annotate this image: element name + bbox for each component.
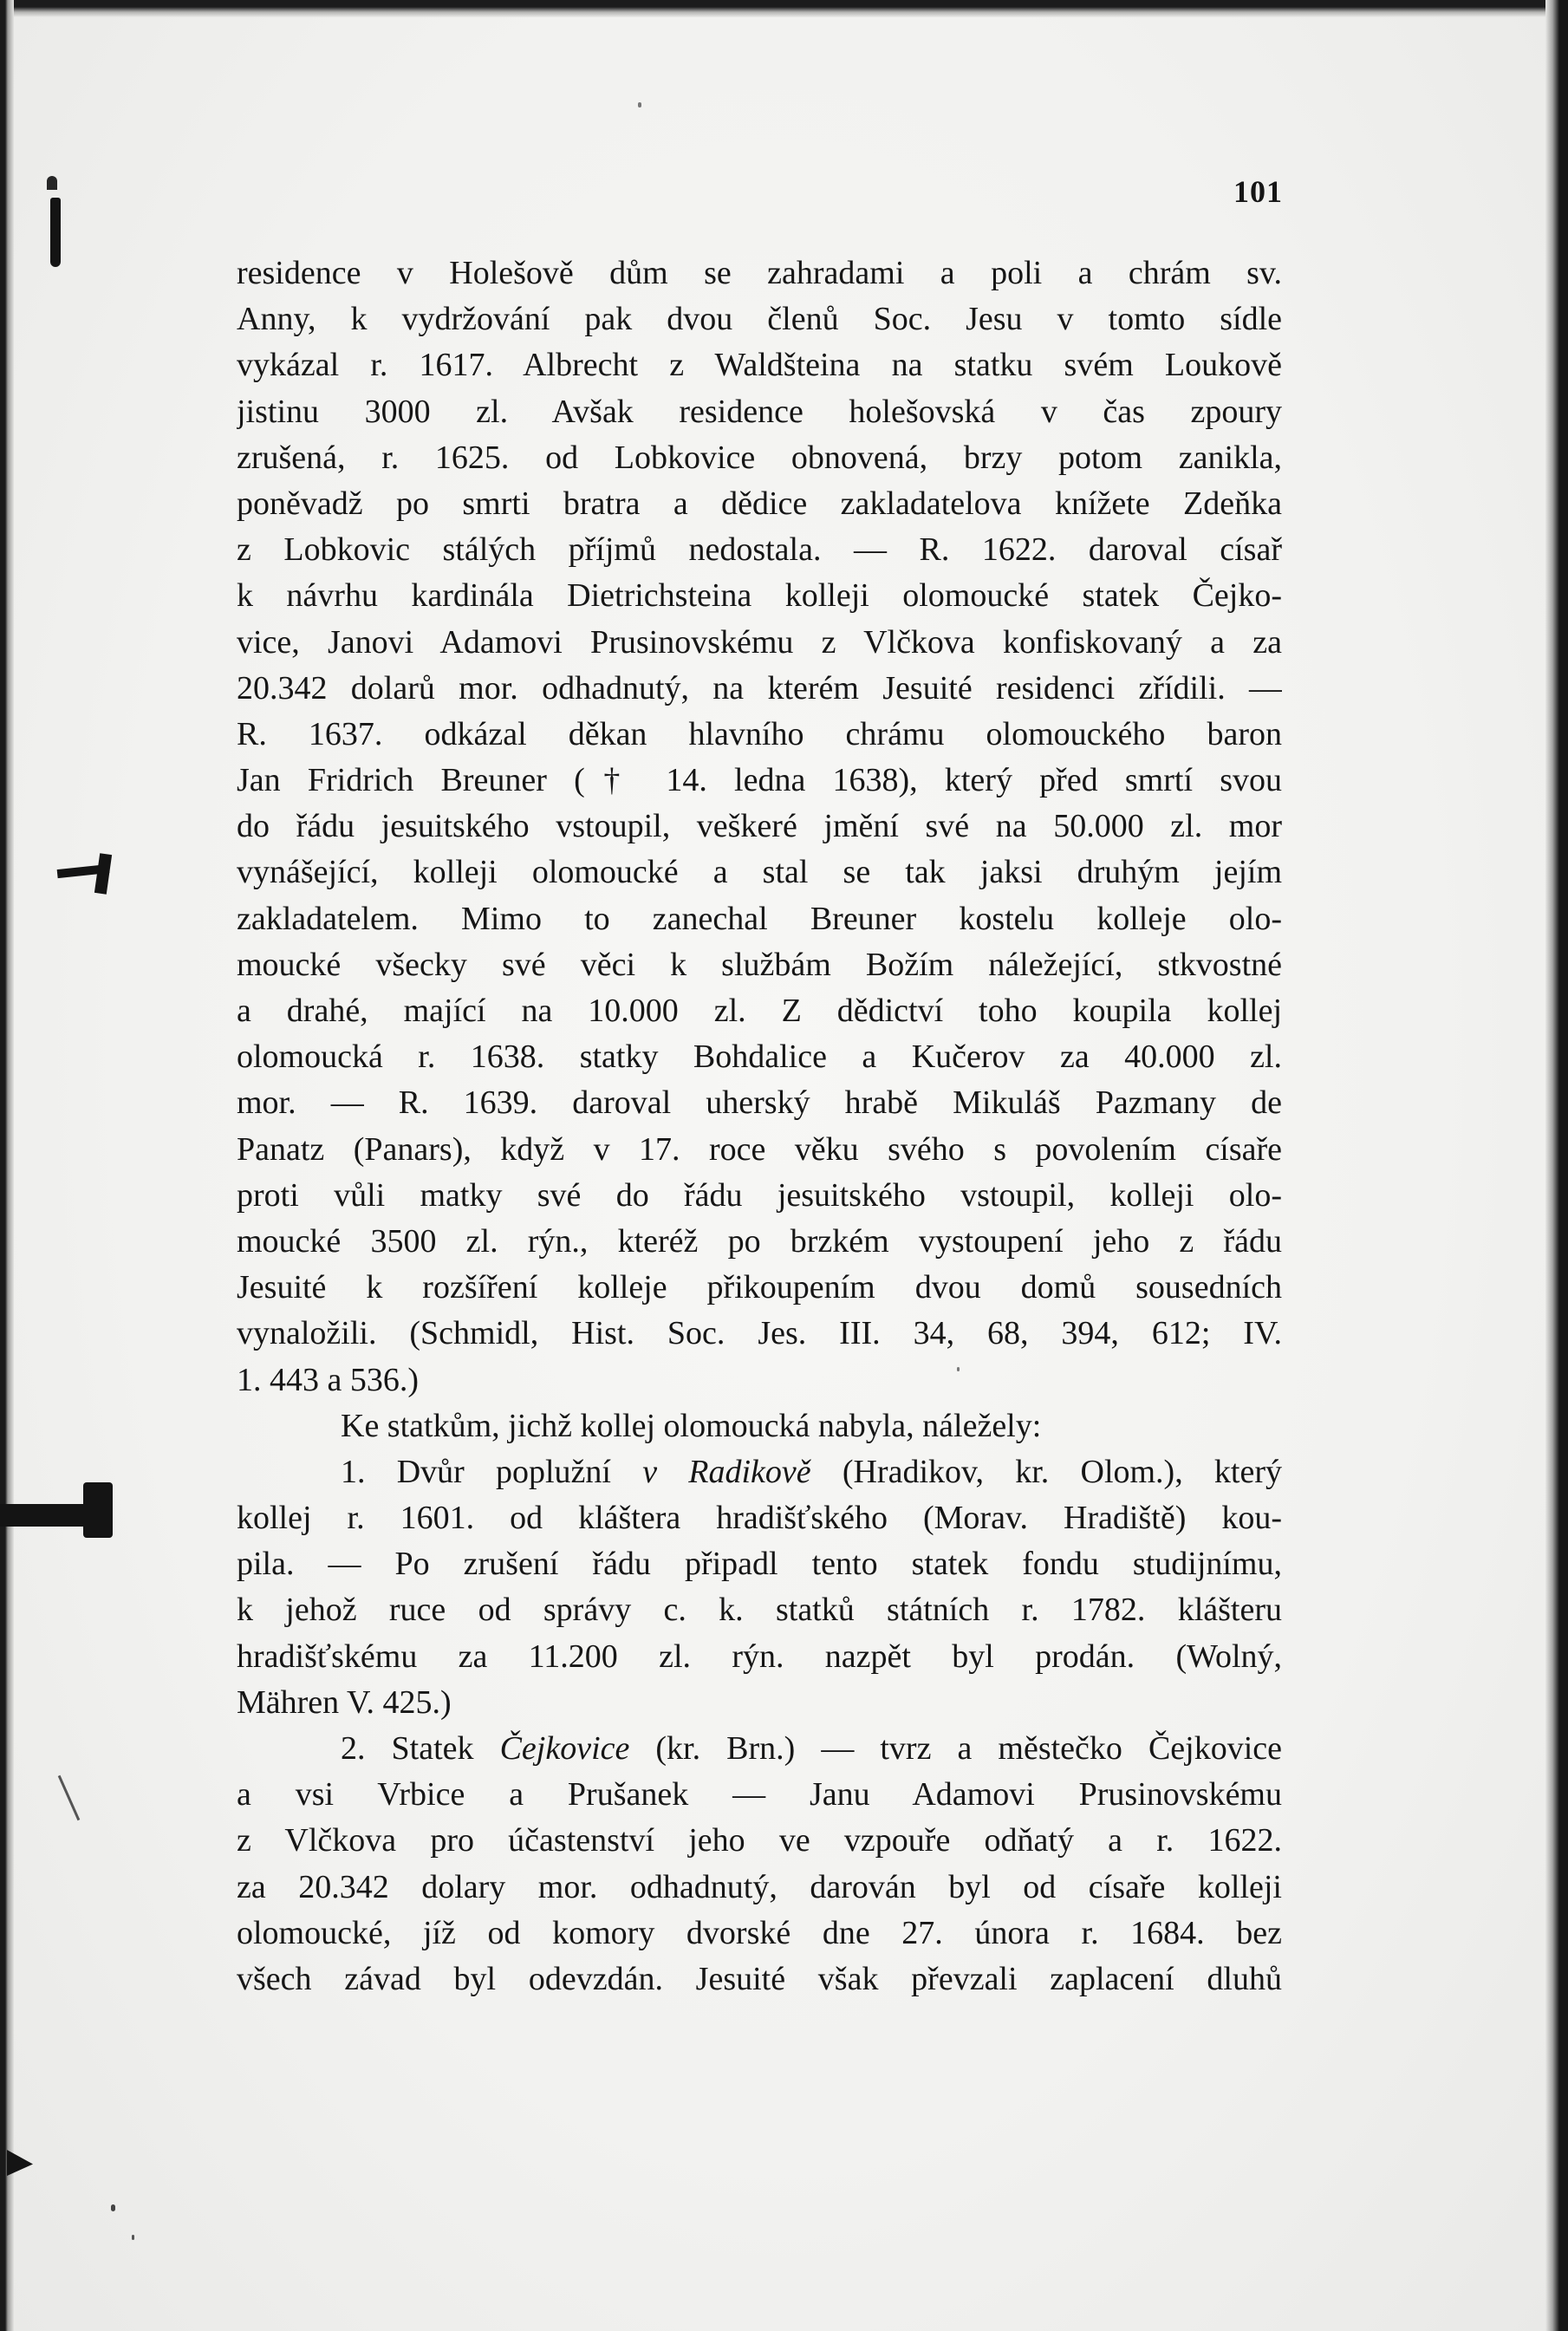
text-line: a vsi Vrbice a Prušanek — Janu Adamovi Prusinovskému [237, 1776, 1282, 1813]
text-line: a drahé, mající na 10.000 zl. Z dědictví toho koupila kollej [237, 993, 1282, 1029]
body-text [237, 251, 1282, 2002]
text-line: za 20.342 dolary mor. odhadnutý, darován byl od císaře kolleji [237, 1868, 1282, 1905]
text-line: vykázal r. 1617. Albrecht z Waldšteina na statku svém Loukově [237, 347, 1282, 384]
margin-ink-speck [111, 2204, 115, 2211]
text-line: k návrhu kardinála Dietrichsteina kolleji olomoucké statek Čejko- [237, 577, 1282, 615]
text-line: Jesuité k rozšíření kolleje přikoupením dvou domů sousedních [237, 1269, 1282, 1306]
text-line: olomoucká r. 1638. statky Bohdalice a Kučerov za 40.000 zl. [237, 1039, 1282, 1076]
text-line: hradišťskému za 11.200 zl. rýn. nazpět byl prodán. (Wolný, [237, 1638, 1282, 1675]
italic-term: Čejkovice [499, 1730, 630, 1767]
text-line: moucké 3500 zl. rýn., kteréž po brzkém vystoupení jeho z řádu [237, 1222, 1282, 1260]
text-line: Panatz (Panars), když v 17. roce věku svého s povolením císaře [237, 1130, 1282, 1168]
margin-ink-mark [83, 1482, 113, 1538]
text-line: zakladatelem. Mimo to zanechal Breuner kostelu kolleje olo- [237, 900, 1282, 937]
text-line: Mähren V. 425.) [237, 1683, 452, 1721]
text-line: Ke statkům, jichž kollej olomoucká nabyla, náležely: [341, 1407, 1042, 1444]
scan-border-right [1545, 0, 1568, 2331]
margin-ink-mark [47, 176, 57, 190]
text-line: proti vůli matky své do řádu jesuitského vstoupil, kolleji olo- [237, 1176, 1282, 1214]
text-line: Jan Fridrich Breuner († 14. ledna 1638), který před smrtí svou [237, 762, 1282, 799]
text-line: všech závad byl odevzdán. Jesuité však převzali zaplacení dluhů [237, 1960, 1282, 1997]
text-line: do řádu jesuitského vstoupil, veškeré jmění své na 50.000 zl. mor [237, 808, 1282, 845]
scan-border-left [0, 0, 14, 2331]
text-line: zrušená, r. 1625. od Lobkovice obnovená, brzy potom zanikla, [237, 439, 1282, 476]
text-line: 2. Statek Čejkovice (kr. Brn.) — tvrz a městečko Čejkovice [341, 1730, 1282, 1767]
margin-ink-mark [50, 198, 61, 267]
text-line: R. 1637. odkázal děkan hlavního chrámu olomouckého baron [237, 715, 1282, 752]
text-line: poněvadž po smrti bratra a dědice zakladatelova knížete Zdeňka [237, 485, 1282, 522]
italic-term: v Radikově [642, 1453, 811, 1490]
margin-ink-speck [132, 2235, 134, 2240]
text-line: kollej r. 1601. od kláštera hradišťského (Morav. Hradiště) kou- [237, 1500, 1282, 1537]
text-line: 20.342 dolarů mor. odhadnutý, na kterém Jesuité residenci zřídili. — [237, 669, 1282, 706]
text-line: vynášející, kolleji olomoucké a stal se tak jaksi druhým jejím [237, 854, 1282, 891]
text-line: moucké všecky své věci k službám Božím náležející, stkvostné [237, 946, 1282, 983]
text-line: z Lobkovic stálých příjmů nedostala. — R. 1622. daroval císař [237, 531, 1282, 569]
scan-border-top [0, 0, 1568, 17]
text-line: vice, Janovi Adamovi Prusinovskému z Vlčkova konfiskovaný a za [237, 623, 1282, 661]
text-line: Anny, k vydržování pak dvou členů Soc. Jesu v tomto sídle [237, 301, 1282, 338]
page-ink-speck [638, 102, 641, 107]
text-line: mor. — R. 1639. daroval uherský hrabě Mikuláš Pazmany de [237, 1084, 1282, 1122]
page-number: 101 [1233, 174, 1283, 209]
text-line: pila. — Po zrušení řádu připadl tento statek fondu studijnímu, [237, 1546, 1282, 1583]
text-line: k jehož ruce od správy c. k. statků státních r. 1782. klášteru [237, 1592, 1282, 1629]
text-line: 1. Dvůr poplužní v Radikově (Hradikov, kr. Olom.), který [341, 1453, 1282, 1490]
text-line: jistinu 3000 zl. Avšak residence holešovská v čas zpoury [237, 393, 1282, 430]
text-line: residence v Holešově dům se zahradami a poli a chrám sv. [237, 255, 1282, 291]
text-line: 1. 443 a 536.) [237, 1361, 420, 1398]
text-line: z Vlčkova pro účastenství jeho ve vzpouře odňatý a r. 1622. [237, 1822, 1282, 1859]
text-line: vynaložili. (Schmidl, Hist. Soc. Jes. III. 34, 68, 394, 612; IV. [237, 1315, 1282, 1352]
text-line: olomoucké, jíž od komory dvorské dne 27. února r. 1684. bez [237, 1914, 1282, 1951]
